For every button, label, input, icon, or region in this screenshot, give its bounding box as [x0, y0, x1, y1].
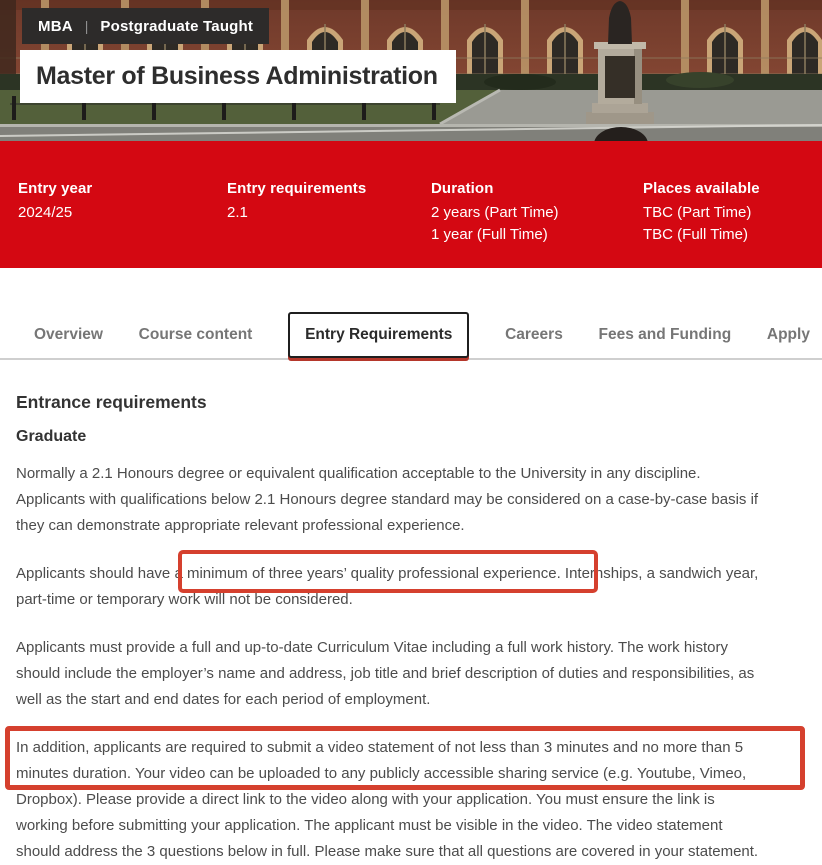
fact-places-available: [643, 180, 760, 246]
subsection-heading: Graduate: [16, 428, 87, 445]
fact-duration: [431, 180, 559, 246]
fact-value: 2.1: [227, 204, 248, 221]
breadcrumb-program[interactable]: MBA: [38, 17, 73, 35]
paragraph-wrapper: [16, 635, 806, 713]
breadcrumb-category[interactable]: Postgraduate Taught: [100, 17, 254, 35]
fact-value: 2 years (Part Time) 1 year (Full Time): [431, 204, 559, 243]
breadcrumb-separator: |: [84, 18, 89, 34]
paragraph-video-statement: In addition, applicants are required to submit a video statement of not less than 3 minutes and no more than 5 minutes duration. Your video can be uploaded to any publicly accessible sharing service (e.g. Youtube, Vimeo, Dropbox). Please provide a direct link to the video along with your application. You must ensure the link is working before submitting your application. The applicant must be visible in the video. The video statement should address the 3 questions below in full. Please make sure that all questions are covered in your statement.: [16, 739, 759, 860]
title-box: [20, 50, 456, 103]
entry-requirements-content: [0, 392, 822, 865]
fact-entry-year: [18, 180, 92, 224]
fact-label: Duration: [431, 180, 494, 197]
paragraph-wrapper: [16, 461, 806, 539]
tab-entry-requirements[interactable]: Entry Requirements: [288, 312, 469, 358]
paragraph-wrapper: [16, 735, 806, 865]
fact-label: Entry year: [18, 180, 93, 197]
fact-value: 2024/25: [18, 204, 73, 221]
fact-entry-requirements: [227, 180, 366, 224]
fact-label: Entry requirements: [227, 180, 367, 197]
page-title: Master of Business Administration: [36, 62, 438, 90]
fact-label: Places available: [643, 180, 760, 197]
tab-apply[interactable]: Apply: [766, 325, 810, 343]
fact-value: TBC (Part Time) TBC (Full Time): [643, 204, 752, 243]
tab-course-content[interactable]: Course content: [138, 325, 253, 343]
paragraph-degree-requirement: Normally a 2.1 Honours degree or equivalent qualification acceptable to the University in any discipline. Applicants with qualifications below 2.1 Honours degree standard may be considered on a case-by-case basis if they can demonstrate appropriate relevant professional experience.: [16, 465, 759, 534]
tab-divider-line: [0, 358, 822, 360]
hero-banner: [0, 0, 822, 141]
paragraph-wrapper: [16, 561, 806, 613]
tab-overview[interactable]: Overview: [34, 325, 103, 343]
tabs-row: [34, 311, 810, 358]
tab-careers[interactable]: Careers: [505, 325, 563, 343]
tab-fees-and-funding[interactable]: Fees and Funding: [598, 325, 732, 343]
key-facts-banner: [0, 141, 822, 268]
section-heading: Entrance requirements: [16, 392, 207, 412]
paragraph-experience-requirement: Applicants should have a minimum of three years’ quality professional experience. Internships, a sandwich year, part-time or temporary work will not be considered.: [16, 565, 759, 608]
tab-bar: [0, 268, 822, 361]
breadcrumb: [22, 8, 269, 44]
paragraph-cv-requirement: Applicants must provide a full and up-to-date Curriculum Vitae including a full work history. The work history should include the employer’s name and address, job title and brief description of duties and responsibilities, as well as the start and end dates for each period of employment.: [16, 639, 755, 708]
